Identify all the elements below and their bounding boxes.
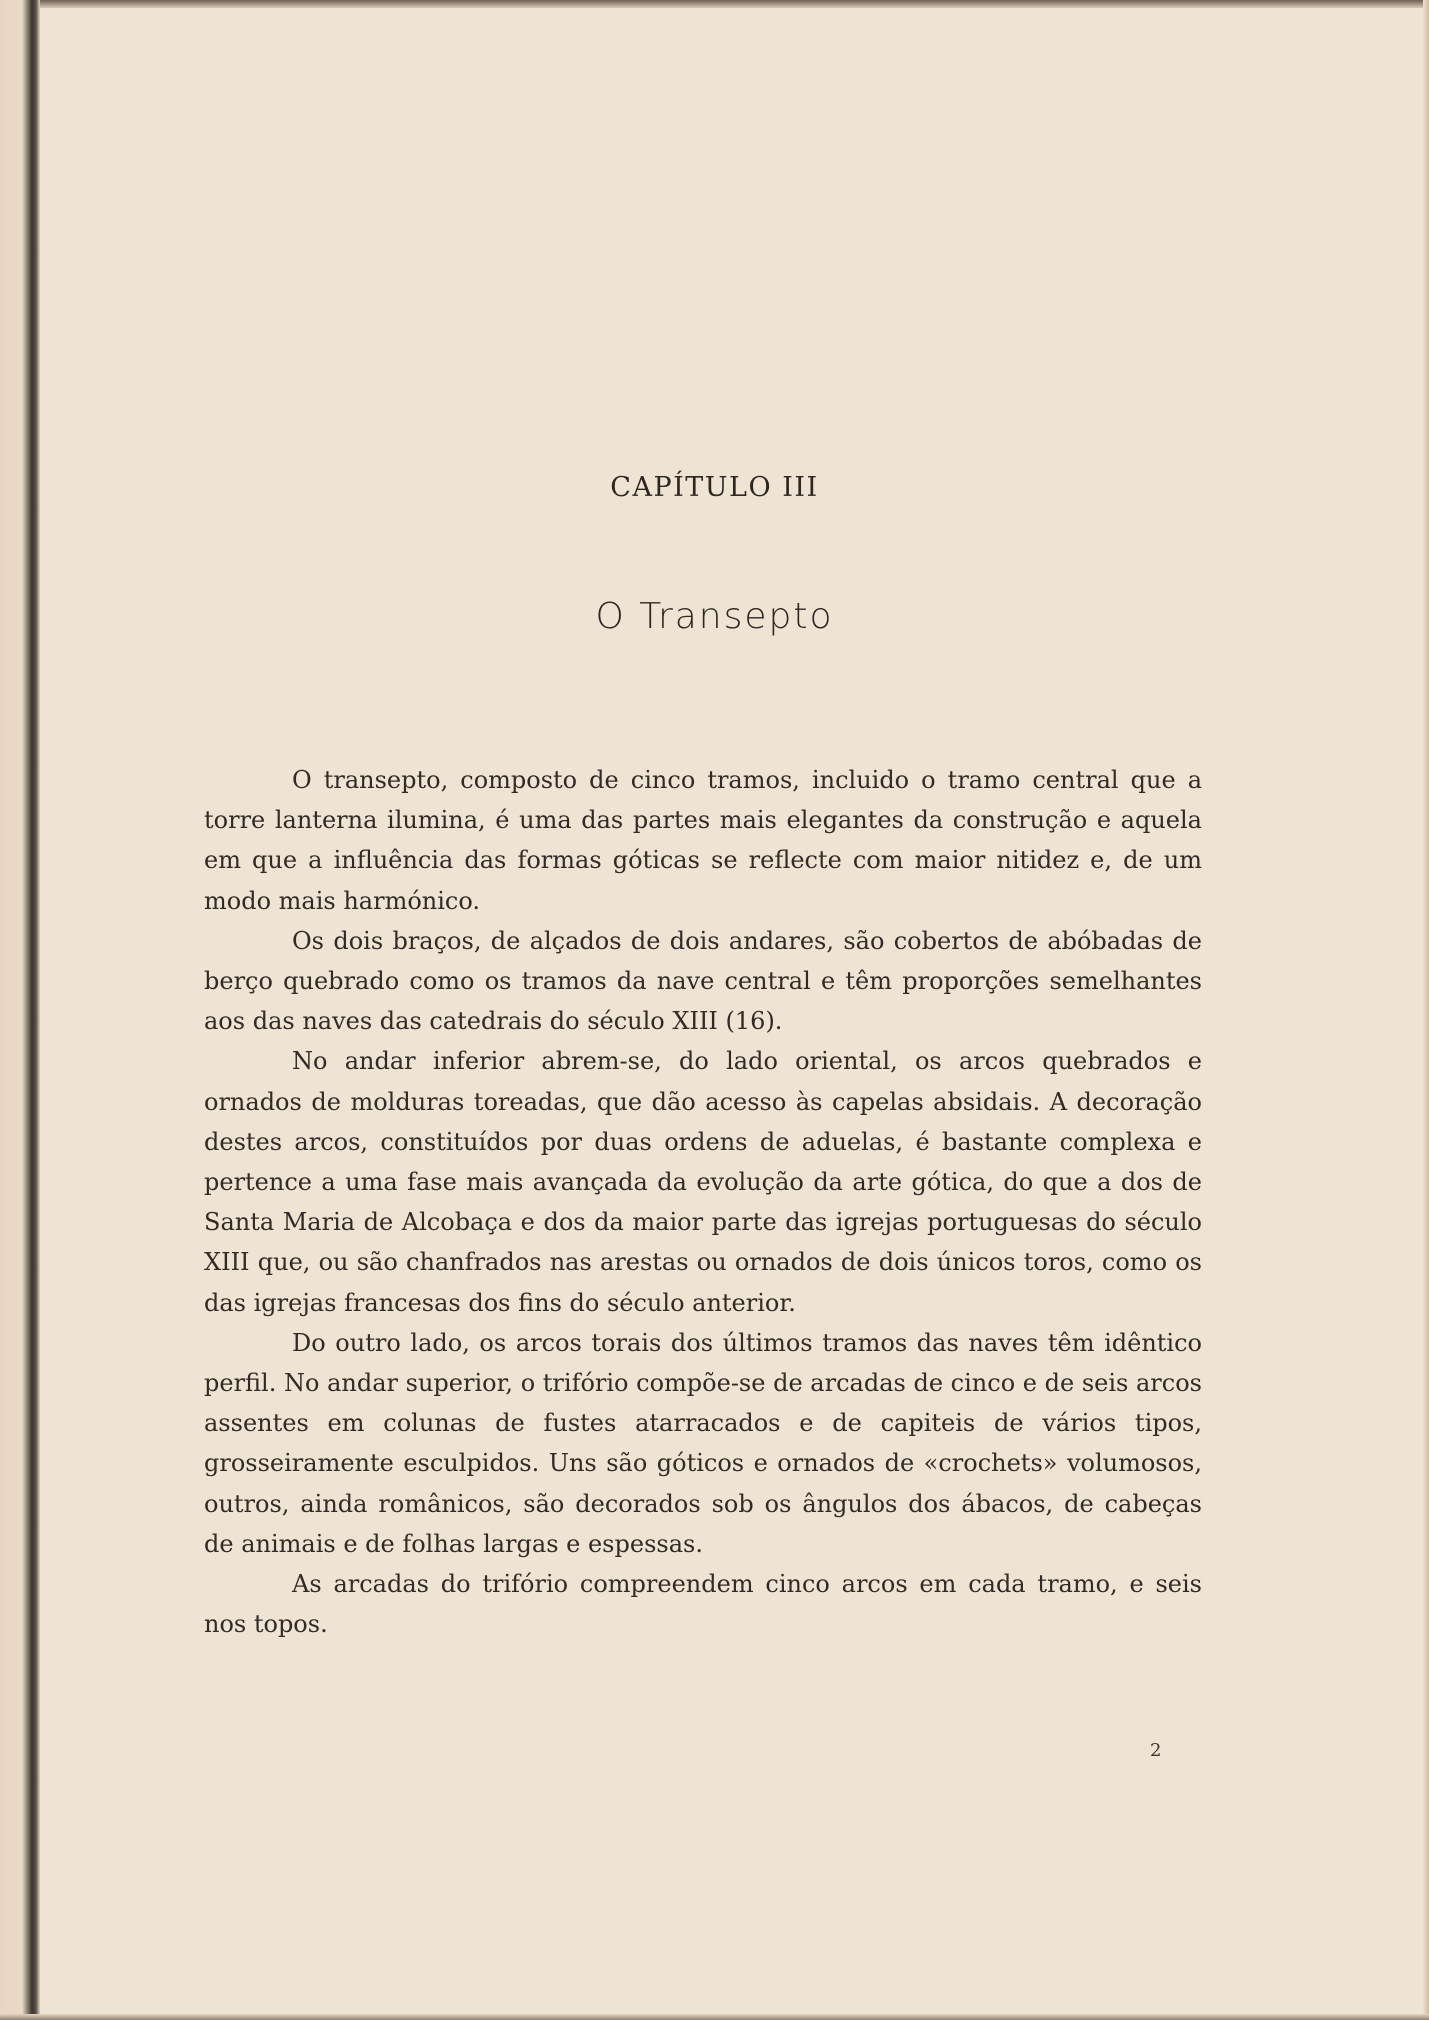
paragraph: Do outro lado, os arcos torais dos últimos tramos das naves têm idêntico perfil. No andar superior, o trifório compõe-se de arcadas de cinco e de seis arcos assentes em colunas de fustes atarracados e de capiteis de vários tipos, grosseiramente esculpidos. Uns são góticos e ornados de «crochets» volumosos, outros, ainda românicos, são decorados sob os ângulos dos ábacos, de cabeças de animais e de folhas largas e espessas. (204, 1328, 1202, 1558)
chapter-title: O Transepto (595, 596, 834, 637)
chapter-heading: CAPÍTULO III (610, 472, 819, 503)
page-right-edge (1423, 0, 1429, 2020)
page-number: 2 (1150, 1740, 1162, 1761)
binding-edge (0, 0, 40, 2020)
page-top-edge (0, 0, 1429, 8)
paragraph: Os dois braços, de alçados de dois andares, são cobertos de abóbadas de berço quebrado como os tramos da nave central e têm proporções semelhantes aos das naves das catedrais do século XIII (16). (204, 926, 1202, 1036)
body-text (204, 760, 1202, 1644)
paragraph: O transepto, composto de cinco tramos, incluido o tramo central que a torre lanterna ilumina, é uma das partes mais elegantes da construção e aquela em que a influência das formas góticas se reflecte com maior nitidez e, de um modo mais harmónico. (204, 766, 1202, 915)
paragraph: No andar inferior abrem-se, do lado oriental, os arcos quebrados e ornados de molduras toreadas, que dão acesso às capelas absidais. A decoração destes arcos, constituídos por duas ordens de aduelas, é bastante complexa e pertence a uma fase mais avançada da evolução da arte gótica, do que a dos de Santa Maria de Alcobaça e dos da maior parte das igrejas portuguesas do século XIII que, ou são chanfrados nas arestas ou ornados de dois únicos toros, como os das igrejas francesas dos fins do século anterior. (204, 1047, 1202, 1317)
page-bottom-edge (0, 2014, 1429, 2020)
paragraph: As arcadas do trifório compreendem cinco arcos em cada tramo, e seis nos topos. (204, 1570, 1202, 1639)
